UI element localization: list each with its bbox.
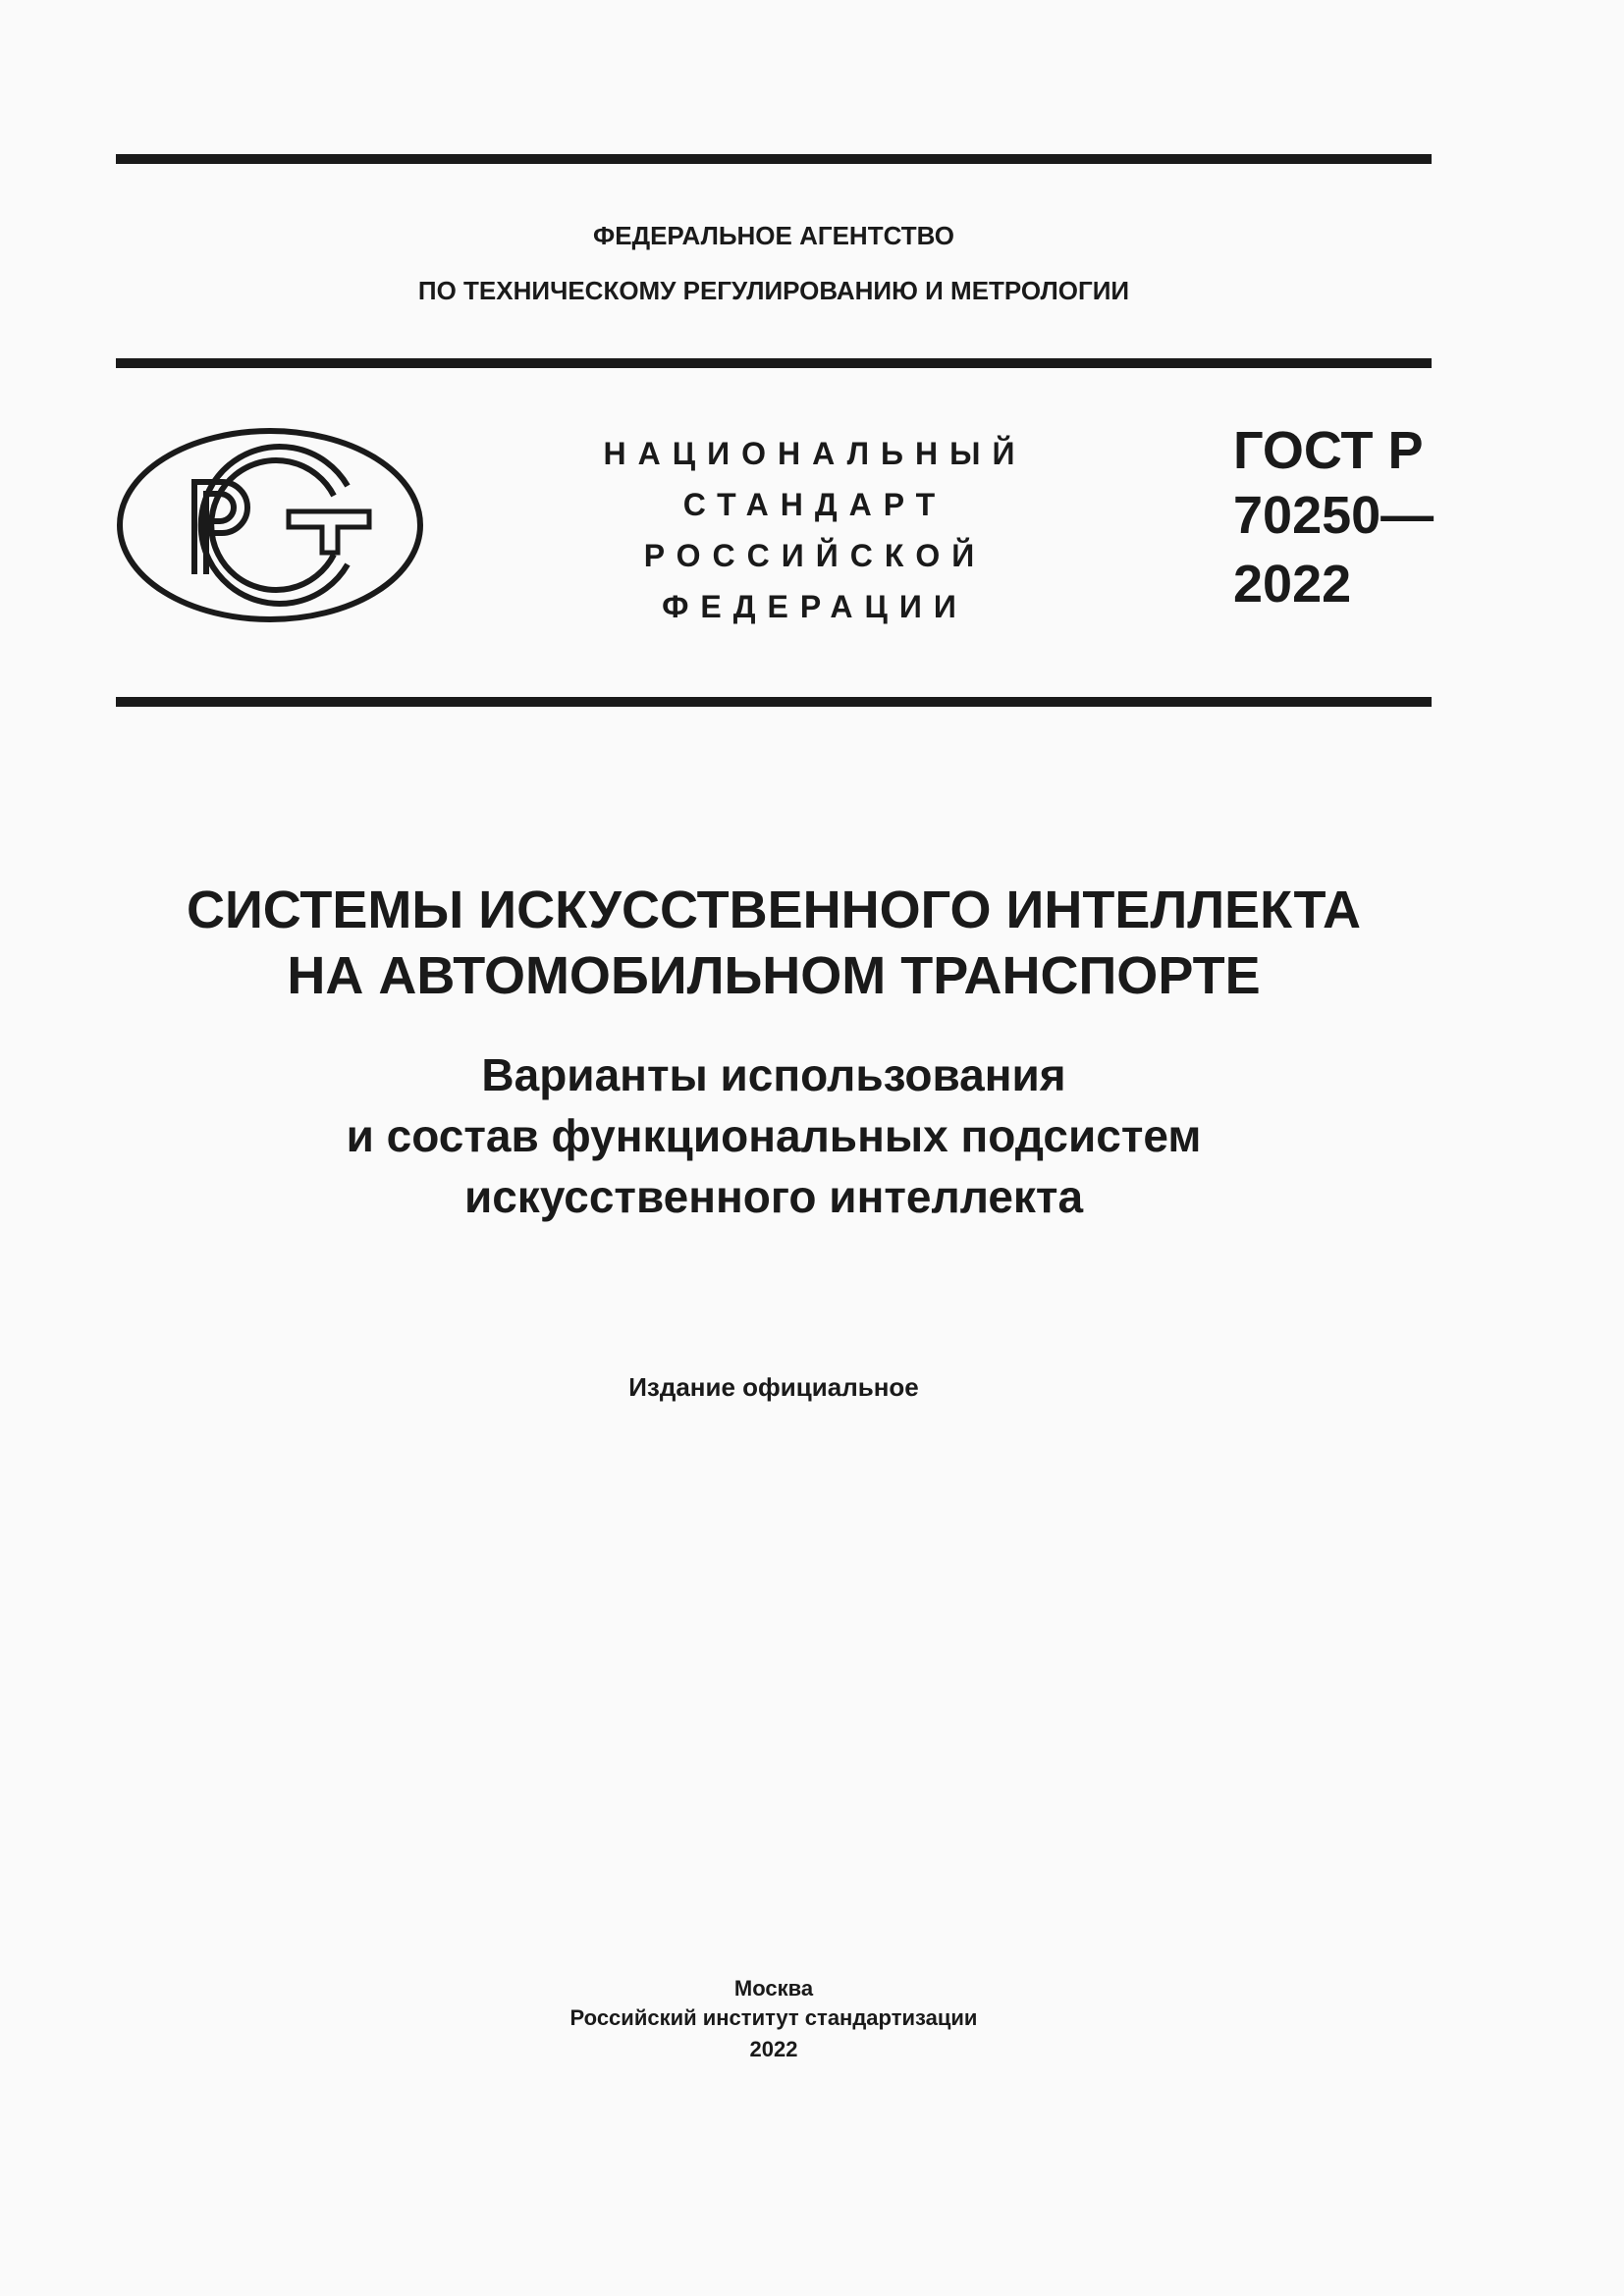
publisher-institute: Российский институт стандартизации [569, 2005, 978, 2030]
top-rule [116, 154, 1432, 164]
agency-divider-rule [116, 358, 1432, 368]
national-standard-line-1: НАЦИОНАЛЬНЫЙ [603, 436, 1027, 471]
agency-line-1: ФЕДЕРАЛЬНОЕ АГЕНТСТВО [593, 221, 954, 250]
national-standard-line-2: СТАНДАРТ [682, 487, 947, 522]
rst-logo [116, 427, 425, 623]
agency-line-2: ПО ТЕХНИЧЕСКОМУ РЕГУЛИРОВАНИЮ И МЕТРОЛОГИИ [417, 276, 1130, 305]
gost-designation-line-2: 70250— [1233, 486, 1435, 545]
header-bottom-rule [116, 697, 1432, 707]
main-title-line-2: НА АВТОМОБИЛЬНОМ ТРАНСПОРТЕ [287, 946, 1261, 1005]
subtitle-line-3: искусственного интеллекта [463, 1171, 1084, 1222]
national-standard-line-4: ФЕДЕРАЦИИ [662, 589, 968, 624]
gost-designation-line-1: ГОСТ Р [1233, 421, 1424, 480]
edition-label: Издание официальное [628, 1372, 919, 1402]
publisher-city: Москва [733, 1976, 814, 2001]
subtitle-line-2: и состав функциональных подсистем [346, 1110, 1202, 1161]
gost-designation-line-3: 2022 [1233, 555, 1352, 614]
rst-certification-mark-icon [116, 427, 425, 623]
subtitle-line-1: Варианты использования [481, 1049, 1066, 1100]
national-standard-line-3: РОССИЙСКОЙ [643, 538, 987, 573]
publisher-year: 2022 [749, 2037, 798, 2061]
main-title-line-1: СИСТЕМЫ ИСКУССТВЕННОГО ИНТЕЛЛЕКТА [186, 881, 1362, 939]
